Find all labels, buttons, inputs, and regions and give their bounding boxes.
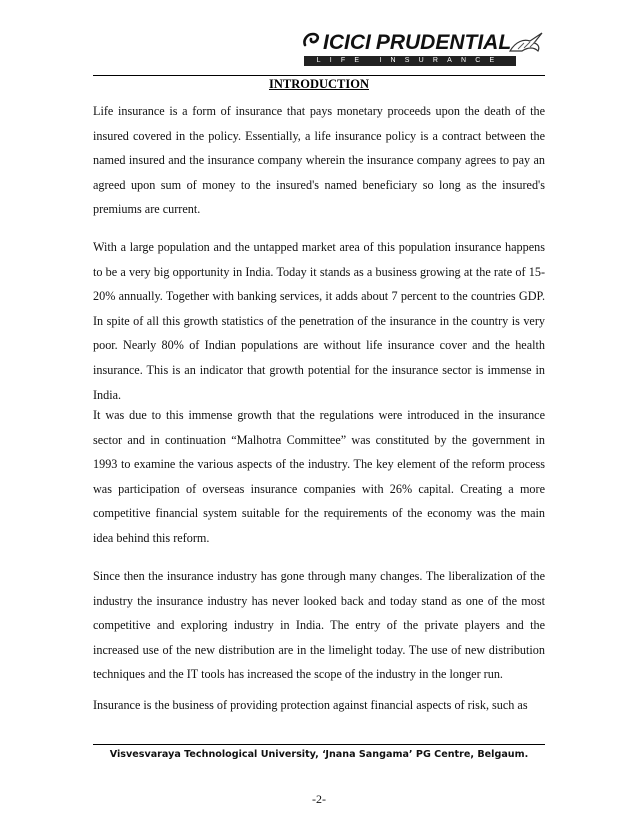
paragraph-1: Life insurance is a form of insurance that pays monetary proceeds upon the death of the insured covered in the policy. Essentially, a life insurance policy is a contract between the named insured and the insurance company wherein the insurance company agrees to pay an agreed upon sum of money to the insured's named beneficiary so long as the insured's premiums are current. — [93, 104, 545, 217]
page-number: -2- — [312, 792, 326, 806]
header-rule — [93, 75, 545, 76]
page-title: INTRODUCTION — [268, 77, 369, 91]
paragraph-4: Since then the insurance industry has gone through many changes. The liberalization of the industry the insurance industry has never looked back and today stand as one of the most competitive and exploring industry in India. The entry of the private players and the increased use of the new distribution are in the limelight today. The use of new distribution techniques and the IT tools has increased the scope of the industry in the longer run. — [93, 569, 545, 682]
logo-brand-secondary: PRUDENTIAL — [375, 31, 512, 54]
footer-institution: Visvesvaraya Technological University, ‘Jnana Sangama’ PG Centre, Belgaum. — [109, 749, 529, 760]
icici-prudential-logo — [300, 27, 545, 75]
logo-brand-primary: ICICI — [323, 31, 371, 54]
logo-tagline-bar: LIFE INSURANCE — [304, 56, 516, 66]
logo-swirl-icon — [302, 31, 320, 55]
footer-rule — [93, 744, 545, 745]
paragraph-5: Insurance is the business of providing protection against financial aspects of risk, such as — [93, 698, 528, 712]
paragraph-3: It was due to this immense growth that the regulations were introduced in the insurance sector and in continuation “Malhotra Committee” was constituted by the government in 1993 to examine the various aspects of the industry. The key element of the reform process was participation of overseas insurance companies with 26% capital. Creating a more competitive financial system suitable for the requirements of the economy was the main idea behind this reform. — [93, 408, 545, 545]
paragraph-2: With a large population and the untapped market area of this population insurance happens to be a very big opportunity in India. Today it stands as a business growing at the rate of 15-20% annually. Together with banking services, it adds about 7 percent to the countries GDP. In spite of all this growth statistics of the penetration of the insurance in the country is very poor. Nearly 80% of Indian populations are without life insurance cover and the health insurance. This is an indicator that growth potential for the insurance sector is immense in India. — [93, 240, 545, 402]
